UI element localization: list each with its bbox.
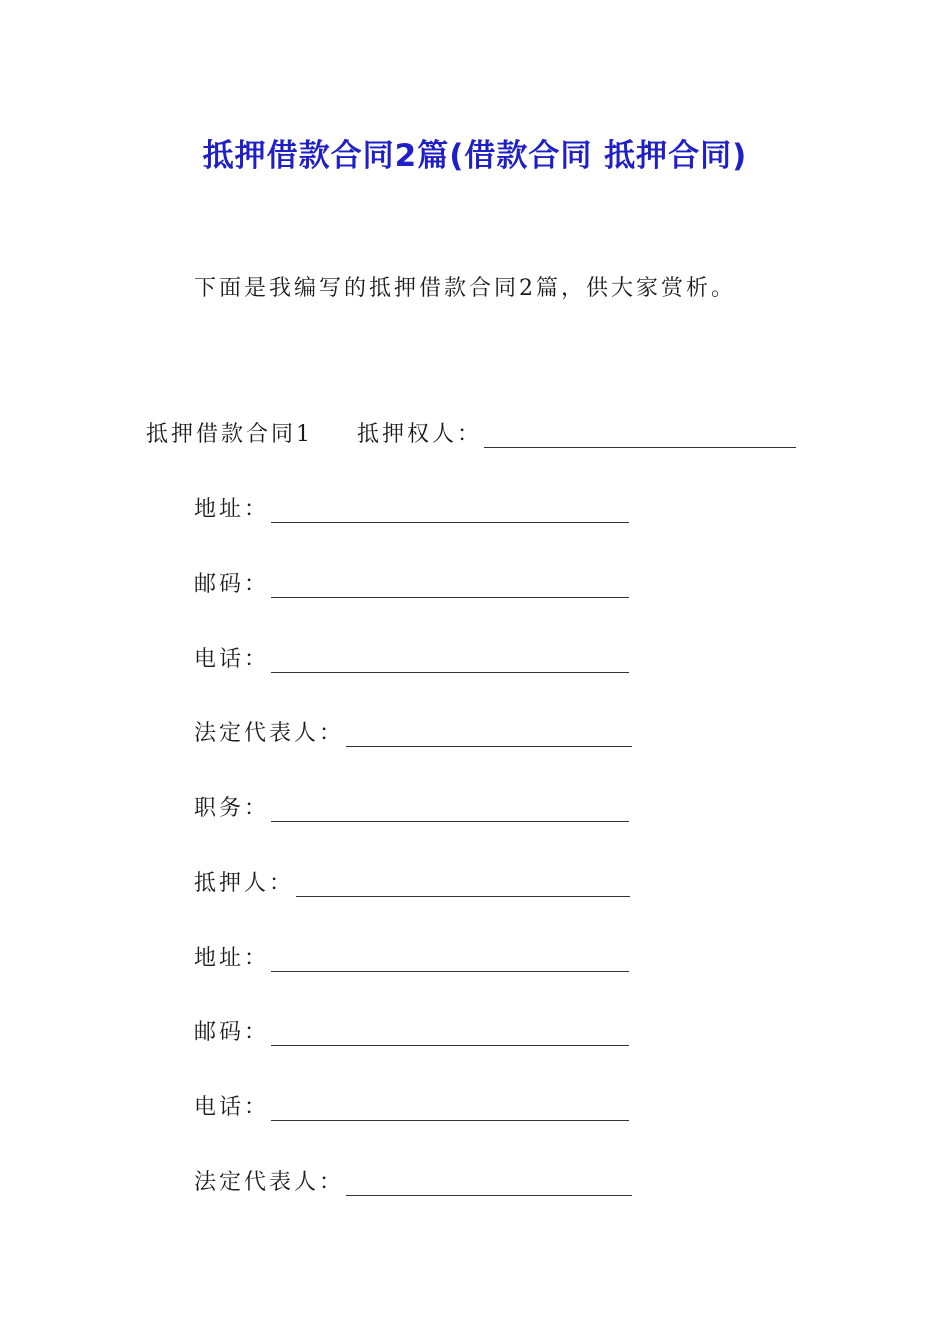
fill-in-blank [271, 575, 629, 598]
field-row-mortgagee [146, 418, 796, 448]
fill-in-blank [271, 1098, 629, 1121]
field-row-postcode-1 [194, 568, 629, 598]
field-label: 法定代表人： [194, 1170, 345, 1195]
fill-in-blank [346, 724, 632, 747]
fill-in-blank [271, 1023, 629, 1046]
field-label: 法定代表人： [194, 721, 345, 746]
field-row-phone-1 [194, 643, 629, 673]
fill-in-blank [271, 949, 629, 972]
field-label: 电话： [194, 1095, 270, 1120]
field-row-phone-2 [194, 1091, 629, 1121]
document-title: 抵押借款合同2篇(借款合同 抵押合同) [202, 138, 748, 174]
field-label: 地址： [194, 946, 270, 971]
fill-in-blank [271, 799, 629, 822]
field-row-legal-rep-1 [194, 717, 632, 747]
field-label: 抵押人： [194, 871, 295, 896]
fill-in-blank [271, 500, 629, 523]
field-label: 邮码： [194, 1020, 270, 1045]
section-heading: 抵押借款合同1 [146, 422, 313, 447]
field-label: 邮码： [194, 572, 270, 597]
field-row-address-2 [194, 942, 629, 972]
fill-in-blank [296, 874, 630, 897]
fill-in-blank [346, 1173, 632, 1196]
field-row-mortgagor [194, 867, 630, 897]
field-row-position [194, 792, 629, 822]
fill-in-blank [271, 650, 629, 673]
fill-in-blank [484, 425, 796, 448]
field-label: 电话： [194, 647, 270, 672]
field-label: 职务： [194, 796, 270, 821]
field-label: 抵押权人： [357, 422, 483, 447]
field-row-legal-rep-2 [194, 1166, 632, 1196]
field-row-address-1 [194, 493, 629, 523]
intro-paragraph: 下面是我编写的抵押借款合同2篇，供大家赏析。 [194, 276, 736, 301]
field-label: 地址： [194, 497, 270, 522]
field-row-postcode-2 [194, 1016, 629, 1046]
